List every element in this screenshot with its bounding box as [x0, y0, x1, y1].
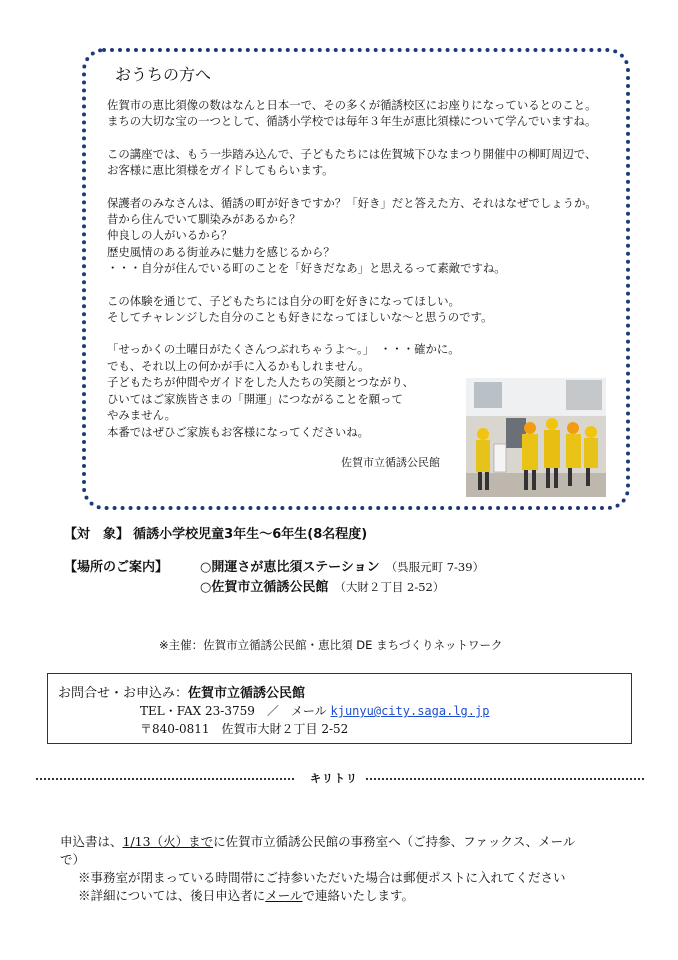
message-line: ひいてはご家族皆さまの「開運」につながることを願って	[107, 391, 403, 406]
venue-label	[64, 556, 168, 575]
signature: 佐賀市立循誘公民館	[341, 456, 440, 469]
message-line: 歴史風情のある街並みに魅力を感じるから？	[107, 244, 335, 259]
target-label: 【対 象】	[64, 527, 130, 542]
message-line: ・・・自分が住んでいる町のことを「好きだなあ」と思えるって素敵ですね。	[107, 261, 506, 276]
message-line: 「せっかくの土曜日がたくさんつぶれちゃうよ～。」 ・・・確かに。	[107, 342, 460, 357]
contact-heading-prefix: お問合せ・お申込み：	[58, 686, 189, 701]
contact-tel: TEL・FAX 23-3759 ／ メール	[140, 704, 327, 718]
form-note: ※事務室が閉まっている時間帯にご持参いただいた場合は郵便ポストに入れてください	[78, 870, 566, 885]
contact-heading	[58, 682, 305, 701]
venue-name: ○佐賀市立循誘公民館	[200, 580, 329, 595]
contact-email-link[interactable]: kjunyu@city.saga.lg.jp	[330, 704, 490, 718]
message-line: そしてチャレンジした自分のことも好きになってほしいな～と思うのです。	[107, 310, 493, 325]
contact-box	[47, 673, 632, 744]
message-line: お客様に恵比須様をガイドしてもらいます。	[107, 163, 334, 178]
form-text: に佐賀市立循誘公民館の事務室へ（ご持参、ファックス、メール	[213, 834, 576, 849]
venue-address: （大財２丁目 2-52）	[334, 580, 445, 594]
form-text: 申込書は、	[60, 834, 123, 849]
form-deadline: 1/13（火）まで	[122, 834, 214, 849]
venue-address: （呉服元町 7-39）	[385, 560, 485, 574]
message-line: やみません。	[107, 408, 177, 423]
children-guides-photo	[466, 378, 606, 497]
venue-item	[200, 576, 444, 595]
message-line: でも、それ以上の何かが手に入るかもしれません。	[107, 358, 370, 373]
form-text: ※詳細については、後日申込者に	[78, 888, 266, 903]
target-row	[64, 523, 367, 542]
form-text: で連絡いたします。	[302, 888, 415, 903]
message-title: おうちの方へ	[115, 65, 212, 84]
target-value: 循誘小学校児童3年生～6年生(8名程度)	[133, 527, 368, 542]
venue-name: ○開運さが恵比須ステーション	[200, 560, 380, 575]
message-line: 子どもたちが仲間やガイドをした人たちの笑顔とつながり、	[107, 375, 414, 390]
message-line: 保護者のみなさんは、循誘の町が好きですか？「好き」だと答えた方、それはなぜでしょうか。	[107, 195, 597, 210]
form-line	[60, 833, 620, 851]
message-line: 昔から住んでいて馴染みがあるから？	[107, 212, 301, 227]
message-line: この体験を通じて、子どもたちには自分の町を好きになってほしい。	[107, 293, 460, 308]
message-line: まちの大切な宝の一つとして、循誘小学校では毎年３年生が恵比須様について学んでいますね。	[107, 114, 597, 129]
cut-label: キリトリ	[310, 772, 358, 785]
message-line: 仲良しの人がいるから？	[107, 228, 233, 243]
message-line: 佐賀市の恵比須像の数はなんと日本一で、その多くが循誘校区にお座りになっているとのこと。	[107, 98, 597, 112]
contact-address: 〒840-0811 佐賀市大財２丁目 2-52	[140, 722, 349, 736]
form-note	[60, 887, 620, 905]
message-line: 本番ではぜひご家族もお客様になってくださいね。	[107, 424, 369, 439]
cut-line-left	[36, 778, 294, 780]
venue-item	[200, 556, 484, 575]
contact-tel-row	[140, 702, 489, 719]
contact-heading-name: 佐賀市立循誘公民館	[188, 686, 306, 701]
form-line: で）	[60, 852, 86, 867]
form-email-word: メール	[265, 888, 303, 903]
venue-label-text: 【場所のご案内】	[64, 560, 169, 575]
host-note: ※主催：佐賀市立循誘公民館・恵比須 DE まちづくりネットワーク	[159, 638, 503, 652]
cut-line-right	[366, 778, 644, 780]
application-instructions	[60, 833, 620, 905]
message-line: この講座では、もう一歩踏み込んで、子どもたちには佐賀城下ひなまつり開催中の柳町周辺で、	[107, 146, 597, 161]
